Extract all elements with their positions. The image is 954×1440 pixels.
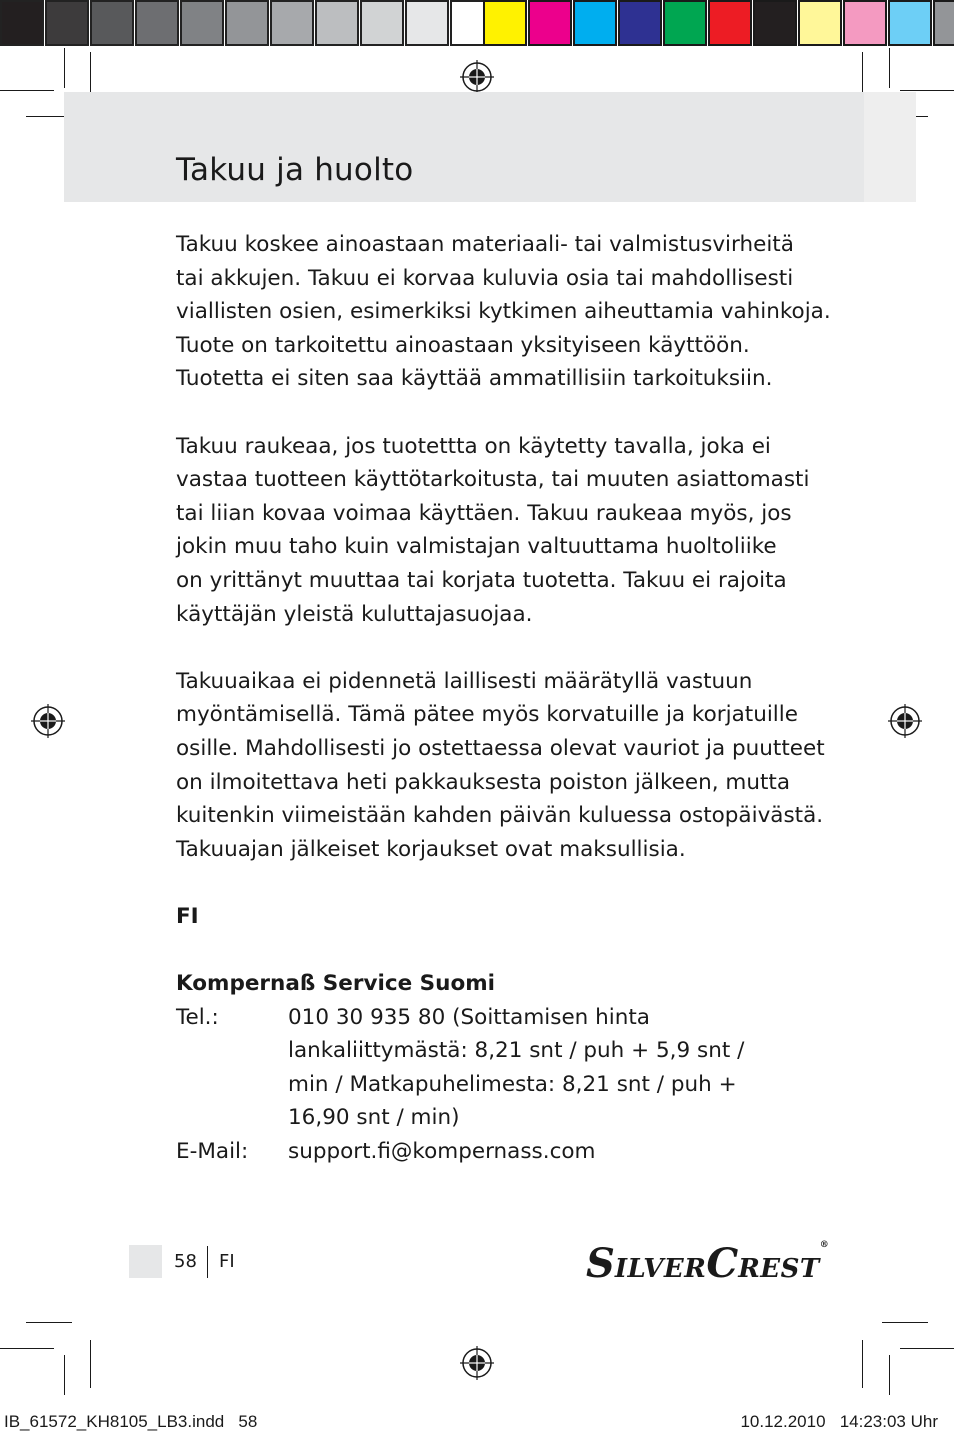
- tel-value: [288, 1001, 786, 1135]
- paragraph-line: vastaa tuotteen käyttötarkoitusta, tai muuten asiattomasti: [176, 467, 810, 493]
- crop-mark: [900, 1348, 954, 1349]
- body-text: [176, 228, 831, 1169]
- paragraph-line: viallisten osien, esimerkiksi kytkimen aiheuttamia vahinkoja.: [176, 299, 831, 325]
- color-swatch: [708, 0, 752, 46]
- color-swatch: [180, 0, 224, 46]
- color-swatch: [360, 0, 404, 46]
- registration-mark-icon: [460, 1346, 494, 1380]
- paragraph-line: Takuuaikaa ei pidennetä laillisesti määrätyllä vastuun: [176, 668, 753, 694]
- crop-mark: [26, 1322, 72, 1323]
- color-swatch: [315, 0, 359, 46]
- paragraph: [176, 430, 810, 632]
- color-swatch: [663, 0, 707, 46]
- grayscale-color-bar: [0, 0, 495, 46]
- paragraph-line: Takuu raukeaa, jos tuotettta on käytetty tavalla, joka ei: [176, 433, 771, 459]
- paragraph: [176, 228, 831, 396]
- paragraph-line: kuitenkin viimeistään kahden päivän kuluessa ostopäivästä.: [176, 803, 824, 829]
- paragraph-line: osille. Mahdollisesti jo ostettaessa olevat vauriot ja puutteet: [176, 735, 825, 761]
- process-color-bar: [483, 0, 954, 46]
- paragraph: [176, 665, 825, 867]
- paragraph-line: Tuotetta ei siten saa käyttää ammatillisiin tarkoituksiin.: [176, 366, 773, 392]
- paragraph-line: on ilmoitettava heti pakkauksesta poiston jälkeen, mutta: [176, 769, 790, 795]
- paragraph-line: Takuuajan jälkeiset korjaukset ovat maksullisia.: [176, 836, 686, 862]
- paragraph-line: Takuu koskee ainoastaan materiaali- tai valmistusvirheitä: [176, 232, 794, 257]
- color-swatch: [888, 0, 932, 46]
- color-swatch: [798, 0, 842, 46]
- color-swatch: [45, 0, 89, 46]
- tel-row: [176, 1001, 786, 1135]
- color-swatch: [270, 0, 314, 46]
- logo-letters: REST: [738, 1254, 820, 1284]
- footer-language: FI: [219, 1251, 235, 1272]
- crop-mark: [889, 48, 890, 88]
- color-swatch: [225, 0, 269, 46]
- email-row: [176, 1135, 786, 1169]
- paragraph-line: käyttäjän yleistä kuluttajasuojaa.: [176, 601, 533, 627]
- color-swatch: [528, 0, 572, 46]
- footer-tab-box: [129, 1245, 162, 1278]
- crop-mark: [64, 1355, 65, 1395]
- tel-label: Tel.:: [176, 1004, 219, 1030]
- paragraph-line: on yrittänyt muuttaa tai korjata tuotetta. Takuu ei rajoita: [176, 567, 787, 593]
- color-swatch: [483, 0, 527, 46]
- color-swatch: [933, 0, 954, 46]
- paragraph-line: jokin muu taho kuin valmistajan valtuuttama huoltoliike: [176, 534, 777, 560]
- registration-mark-icon: [888, 704, 922, 738]
- page-title: Takuu ja huolto: [176, 152, 414, 188]
- crop-mark: [889, 1355, 890, 1395]
- registration-mark-icon: [31, 704, 65, 738]
- logo-letters: ILVER: [614, 1254, 707, 1284]
- silvercrest-logo: [586, 1240, 829, 1287]
- slug-filename: IB_61572_KH8105_LB3.indd 58: [4, 1412, 258, 1431]
- crop-mark: [882, 1322, 928, 1323]
- tel-line: 16,90 snt / min): [288, 1105, 460, 1131]
- color-swatch: [90, 0, 134, 46]
- color-swatch: [135, 0, 179, 46]
- paragraph-line: myöntämisellä. Tämä pätee myös korvatuille ja korjatuille: [176, 702, 798, 728]
- country-code: FI: [176, 903, 199, 929]
- tel-line: 010 30 935 80 (Soittamisen hinta: [288, 1004, 650, 1030]
- slug-timestamp: 10.12.2010 14:23:03 Uhr: [740, 1412, 938, 1431]
- tel-line: lankaliittymästä: 8,21 snt / puh + 5,9 snt /: [288, 1038, 745, 1064]
- header-band-notch: [864, 92, 916, 202]
- crop-mark: [0, 90, 54, 91]
- crop-mark: [90, 1340, 91, 1388]
- logo-letter: S: [586, 1240, 615, 1287]
- service-name: Kompernaß Service Suomi: [176, 971, 495, 997]
- color-swatch: [618, 0, 662, 46]
- color-swatch: [753, 0, 797, 46]
- paragraph-line: tai liian kovaa voimaa käyttäen. Takuu raukeaa myös, jos: [176, 500, 792, 526]
- crop-mark: [0, 1348, 54, 1349]
- paragraph-line: Tuote on tarkoitettu ainoastaan yksityiseen käyttöön.: [176, 332, 750, 358]
- email-value[interactable]: support.fi@kompernass.com: [288, 1139, 596, 1165]
- color-swatch: [405, 0, 449, 46]
- crop-mark: [862, 1340, 863, 1388]
- paragraph-line: tai akkujen. Takuu ei korvaa kuluvia osia tai mahdollisesti: [176, 265, 794, 291]
- email-label: E-Mail:: [176, 1139, 249, 1165]
- color-swatch: [573, 0, 617, 46]
- page-number: 58: [174, 1251, 197, 1272]
- registered-mark: ®: [819, 1240, 829, 1250]
- tel-line: min / Matkapuhelimesta: 8,21 snt / puh +: [288, 1071, 737, 1097]
- registration-mark-icon: [460, 60, 494, 94]
- color-swatch: [843, 0, 887, 46]
- footer-divider: [207, 1246, 208, 1278]
- warranty-paragraphs: [176, 228, 831, 866]
- crop-mark: [900, 90, 954, 91]
- crop-mark: [64, 48, 65, 88]
- logo-letter: C: [706, 1240, 739, 1287]
- color-swatch: [0, 0, 44, 46]
